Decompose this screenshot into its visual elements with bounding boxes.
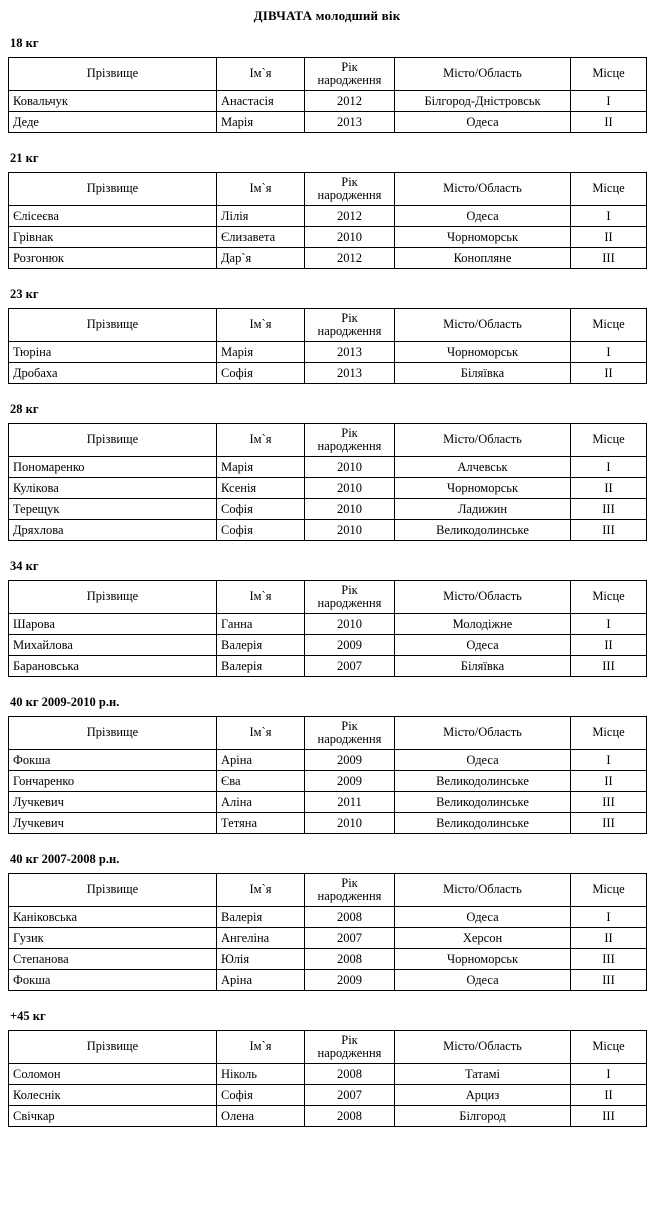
cell-name: Марія bbox=[217, 342, 305, 363]
cell-year: 2013 bbox=[305, 112, 395, 133]
weight-category-section bbox=[8, 852, 646, 991]
cell-name: Ангеліна bbox=[217, 928, 305, 949]
cell-year: 2009 bbox=[305, 750, 395, 771]
column-header: Місце bbox=[571, 173, 647, 206]
column-header: Прізвище bbox=[9, 424, 217, 457]
cell-city: Одеса bbox=[395, 112, 571, 133]
column-header: Місто/Область bbox=[395, 173, 571, 206]
table-row bbox=[9, 813, 647, 834]
cell-city: Чорноморськ bbox=[395, 949, 571, 970]
cell-name: Софія bbox=[217, 499, 305, 520]
cell-surname: Барановська bbox=[9, 656, 217, 677]
cell-name: Валерія bbox=[217, 656, 305, 677]
column-header: Рік народження bbox=[305, 173, 395, 206]
cell-year: 2007 bbox=[305, 656, 395, 677]
cell-place: I bbox=[571, 1064, 647, 1085]
cell-place: II bbox=[571, 771, 647, 792]
column-header: Рік народження bbox=[305, 309, 395, 342]
cell-year: 2010 bbox=[305, 227, 395, 248]
column-header: Прізвище bbox=[9, 1031, 217, 1064]
cell-city: Одеса bbox=[395, 750, 571, 771]
cell-year: 2007 bbox=[305, 928, 395, 949]
column-header: Місце bbox=[571, 424, 647, 457]
weight-category-title: 40 кг 2009-2010 р.н. bbox=[10, 695, 120, 709]
cell-name: Марія bbox=[217, 112, 305, 133]
cell-surname: Лучкевич bbox=[9, 792, 217, 813]
column-header: Прізвище bbox=[9, 874, 217, 907]
column-header: Ім`я bbox=[217, 581, 305, 614]
cell-surname: Кулікова bbox=[9, 478, 217, 499]
cell-city: Чорноморськ bbox=[395, 227, 571, 248]
cell-surname: Колеснік bbox=[9, 1085, 217, 1106]
results-table bbox=[8, 423, 647, 541]
cell-place: III bbox=[571, 813, 647, 834]
column-header: Місто/Область bbox=[395, 581, 571, 614]
cell-year: 2007 bbox=[305, 1085, 395, 1106]
cell-city: Арциз bbox=[395, 1085, 571, 1106]
cell-city: Татамі bbox=[395, 1064, 571, 1085]
column-header: Ім`я bbox=[217, 717, 305, 750]
weight-category-title: +45 кг bbox=[10, 1009, 46, 1023]
cell-city: Великодолинське bbox=[395, 771, 571, 792]
cell-year: 2009 bbox=[305, 635, 395, 656]
cell-surname: Соломон bbox=[9, 1064, 217, 1085]
table-row bbox=[9, 91, 647, 112]
cell-surname: Єлісеєва bbox=[9, 206, 217, 227]
table-row bbox=[9, 635, 647, 656]
cell-place: II bbox=[571, 363, 647, 384]
cell-city: Біляївка bbox=[395, 363, 571, 384]
cell-year: 2009 bbox=[305, 970, 395, 991]
cell-city: Великодолинське bbox=[395, 792, 571, 813]
cell-name: Ніколь bbox=[217, 1064, 305, 1085]
cell-year: 2009 bbox=[305, 771, 395, 792]
cell-year: 2013 bbox=[305, 342, 395, 363]
cell-place: I bbox=[571, 457, 647, 478]
cell-name: Аріна bbox=[217, 970, 305, 991]
column-header: Місце bbox=[571, 58, 647, 91]
cell-name: Марія bbox=[217, 457, 305, 478]
cell-city: Біляївка bbox=[395, 656, 571, 677]
column-header: Рік народження bbox=[305, 424, 395, 457]
column-header: Ім`я bbox=[217, 309, 305, 342]
cell-name: Дар`я bbox=[217, 248, 305, 269]
cell-place: II bbox=[571, 478, 647, 499]
cell-city: Одеса bbox=[395, 635, 571, 656]
column-header: Прізвище bbox=[9, 173, 217, 206]
cell-place: III bbox=[571, 970, 647, 991]
cell-year: 2010 bbox=[305, 457, 395, 478]
cell-place: III bbox=[571, 248, 647, 269]
cell-city: Молодіжне bbox=[395, 614, 571, 635]
cell-name: Ганна bbox=[217, 614, 305, 635]
cell-surname: Терещук bbox=[9, 499, 217, 520]
cell-surname: Гузик bbox=[9, 928, 217, 949]
column-header: Місто/Область bbox=[395, 424, 571, 457]
cell-place: II bbox=[571, 227, 647, 248]
cell-place: II bbox=[571, 635, 647, 656]
cell-place: III bbox=[571, 520, 647, 541]
cell-surname: Свічкар bbox=[9, 1106, 217, 1127]
cell-place: II bbox=[571, 928, 647, 949]
table-row bbox=[9, 478, 647, 499]
table-row bbox=[9, 112, 647, 133]
cell-name: Софія bbox=[217, 363, 305, 384]
cell-city: Білгород-Дністровськ bbox=[395, 91, 571, 112]
cell-surname: Гончаренко bbox=[9, 771, 217, 792]
cell-surname: Розгонюк bbox=[9, 248, 217, 269]
table-row bbox=[9, 457, 647, 478]
cell-surname: Пономаренко bbox=[9, 457, 217, 478]
table-row bbox=[9, 656, 647, 677]
results-table bbox=[8, 716, 647, 834]
cell-year: 2008 bbox=[305, 949, 395, 970]
table-header-row bbox=[9, 1031, 647, 1064]
results-sections bbox=[8, 36, 646, 1127]
cell-name: Ксенія bbox=[217, 478, 305, 499]
column-header: Місце bbox=[571, 874, 647, 907]
column-header: Рік народження bbox=[305, 58, 395, 91]
column-header: Прізвище bbox=[9, 717, 217, 750]
cell-surname: Фокша bbox=[9, 970, 217, 991]
table-row bbox=[9, 928, 647, 949]
cell-place: III bbox=[571, 656, 647, 677]
results-table bbox=[8, 172, 647, 269]
table-row bbox=[9, 363, 647, 384]
weight-category-section bbox=[8, 1009, 646, 1127]
cell-name: Лілія bbox=[217, 206, 305, 227]
table-row bbox=[9, 499, 647, 520]
table-row bbox=[9, 248, 647, 269]
column-header: Місто/Область bbox=[395, 874, 571, 907]
cell-name: Софія bbox=[217, 1085, 305, 1106]
table-row bbox=[9, 1085, 647, 1106]
cell-surname: Деде bbox=[9, 112, 217, 133]
table-row bbox=[9, 970, 647, 991]
column-header: Ім`я bbox=[217, 424, 305, 457]
column-header: Місце bbox=[571, 717, 647, 750]
cell-year: 2008 bbox=[305, 1106, 395, 1127]
cell-city: Чорноморськ bbox=[395, 478, 571, 499]
cell-city: Чорноморськ bbox=[395, 342, 571, 363]
table-row bbox=[9, 614, 647, 635]
cell-surname: Дробаха bbox=[9, 363, 217, 384]
cell-name: Аліна bbox=[217, 792, 305, 813]
cell-surname: Михайлова bbox=[9, 635, 217, 656]
cell-place: I bbox=[571, 750, 647, 771]
table-row bbox=[9, 949, 647, 970]
cell-year: 2010 bbox=[305, 813, 395, 834]
cell-place: II bbox=[571, 1085, 647, 1106]
weight-category-section bbox=[8, 36, 646, 133]
column-header: Місто/Область bbox=[395, 309, 571, 342]
table-row bbox=[9, 771, 647, 792]
cell-city: Великодолинське bbox=[395, 813, 571, 834]
cell-surname: Степанова bbox=[9, 949, 217, 970]
cell-city: Одеса bbox=[395, 970, 571, 991]
results-table bbox=[8, 57, 647, 133]
column-header: Ім`я bbox=[217, 173, 305, 206]
cell-year: 2008 bbox=[305, 907, 395, 928]
table-row bbox=[9, 1064, 647, 1085]
table-header-row bbox=[9, 424, 647, 457]
page-title: ДІВЧАТА молодший вік bbox=[253, 8, 401, 23]
table-header-row bbox=[9, 173, 647, 206]
cell-name: Єва bbox=[217, 771, 305, 792]
cell-year: 2010 bbox=[305, 614, 395, 635]
cell-surname: Тюріна bbox=[9, 342, 217, 363]
column-header: Ім`я bbox=[217, 58, 305, 91]
cell-name: Тетяна bbox=[217, 813, 305, 834]
column-header: Місце bbox=[571, 309, 647, 342]
cell-place: III bbox=[571, 792, 647, 813]
cell-year: 2008 bbox=[305, 1064, 395, 1085]
cell-name: Юлія bbox=[217, 949, 305, 970]
weight-category-section bbox=[8, 695, 646, 834]
cell-year: 2010 bbox=[305, 520, 395, 541]
table-row bbox=[9, 907, 647, 928]
cell-city: Херсон bbox=[395, 928, 571, 949]
column-header: Рік народження bbox=[305, 717, 395, 750]
cell-place: I bbox=[571, 907, 647, 928]
cell-name: Валерія bbox=[217, 907, 305, 928]
cell-city: Алчевськ bbox=[395, 457, 571, 478]
table-header-row bbox=[9, 58, 647, 91]
results-table bbox=[8, 873, 647, 991]
results-table bbox=[8, 580, 647, 677]
column-header: Ім`я bbox=[217, 874, 305, 907]
cell-surname: Каніковська bbox=[9, 907, 217, 928]
table-row bbox=[9, 520, 647, 541]
cell-place: I bbox=[571, 206, 647, 227]
cell-surname: Лучкевич bbox=[9, 813, 217, 834]
column-header: Місце bbox=[571, 1031, 647, 1064]
table-row bbox=[9, 342, 647, 363]
weight-category-title: 34 кг bbox=[10, 559, 39, 573]
cell-city: Конопляне bbox=[395, 248, 571, 269]
cell-name: Софія bbox=[217, 520, 305, 541]
column-header: Місце bbox=[571, 581, 647, 614]
table-header-row bbox=[9, 717, 647, 750]
weight-category-section bbox=[8, 287, 646, 384]
cell-year: 2013 bbox=[305, 363, 395, 384]
column-header: Ім`я bbox=[217, 1031, 305, 1064]
column-header: Рік народження bbox=[305, 874, 395, 907]
weight-category-title: 28 кг bbox=[10, 402, 39, 416]
table-row bbox=[9, 206, 647, 227]
cell-place: I bbox=[571, 614, 647, 635]
cell-year: 2010 bbox=[305, 478, 395, 499]
weight-category-section bbox=[8, 402, 646, 541]
cell-city: Одеса bbox=[395, 206, 571, 227]
results-table bbox=[8, 308, 647, 384]
cell-city: Білгород bbox=[395, 1106, 571, 1127]
cell-surname: Дряхлова bbox=[9, 520, 217, 541]
table-row bbox=[9, 792, 647, 813]
cell-year: 2010 bbox=[305, 499, 395, 520]
cell-city: Ладижин bbox=[395, 499, 571, 520]
cell-surname: Шарова bbox=[9, 614, 217, 635]
column-header: Місто/Область bbox=[395, 1031, 571, 1064]
cell-name: Олена bbox=[217, 1106, 305, 1127]
cell-name: Єлизавета bbox=[217, 227, 305, 248]
weight-category-section bbox=[8, 559, 646, 677]
table-header-row bbox=[9, 874, 647, 907]
cell-place: III bbox=[571, 499, 647, 520]
cell-surname: Грівнак bbox=[9, 227, 217, 248]
cell-place: III bbox=[571, 1106, 647, 1127]
cell-name: Аріна bbox=[217, 750, 305, 771]
table-row bbox=[9, 750, 647, 771]
column-header: Місто/Область bbox=[395, 58, 571, 91]
results-table bbox=[8, 1030, 647, 1127]
cell-place: II bbox=[571, 112, 647, 133]
cell-city: Великодолинське bbox=[395, 520, 571, 541]
table-row bbox=[9, 227, 647, 248]
cell-year: 2012 bbox=[305, 91, 395, 112]
column-header: Прізвище bbox=[9, 309, 217, 342]
cell-city: Одеса bbox=[395, 907, 571, 928]
cell-place: III bbox=[571, 949, 647, 970]
column-header: Рік народження bbox=[305, 1031, 395, 1064]
cell-surname: Фокша bbox=[9, 750, 217, 771]
cell-name: Валерія bbox=[217, 635, 305, 656]
cell-year: 2012 bbox=[305, 248, 395, 269]
cell-place: I bbox=[571, 342, 647, 363]
weight-category-title: 40 кг 2007-2008 р.н. bbox=[10, 852, 120, 866]
table-header-row bbox=[9, 309, 647, 342]
weight-category-title: 21 кг bbox=[10, 151, 39, 165]
weight-category-section bbox=[8, 151, 646, 269]
column-header: Прізвище bbox=[9, 581, 217, 614]
weight-category-title: 18 кг bbox=[10, 36, 39, 50]
cell-year: 2012 bbox=[305, 206, 395, 227]
column-header: Місто/Область bbox=[395, 717, 571, 750]
cell-year: 2011 bbox=[305, 792, 395, 813]
cell-surname: Ковальчук bbox=[9, 91, 217, 112]
column-header: Прізвище bbox=[9, 58, 217, 91]
column-header: Рік народження bbox=[305, 581, 395, 614]
weight-category-title: 23 кг bbox=[10, 287, 39, 301]
cell-name: Анастасія bbox=[217, 91, 305, 112]
table-header-row bbox=[9, 581, 647, 614]
cell-place: I bbox=[571, 91, 647, 112]
table-row bbox=[9, 1106, 647, 1127]
